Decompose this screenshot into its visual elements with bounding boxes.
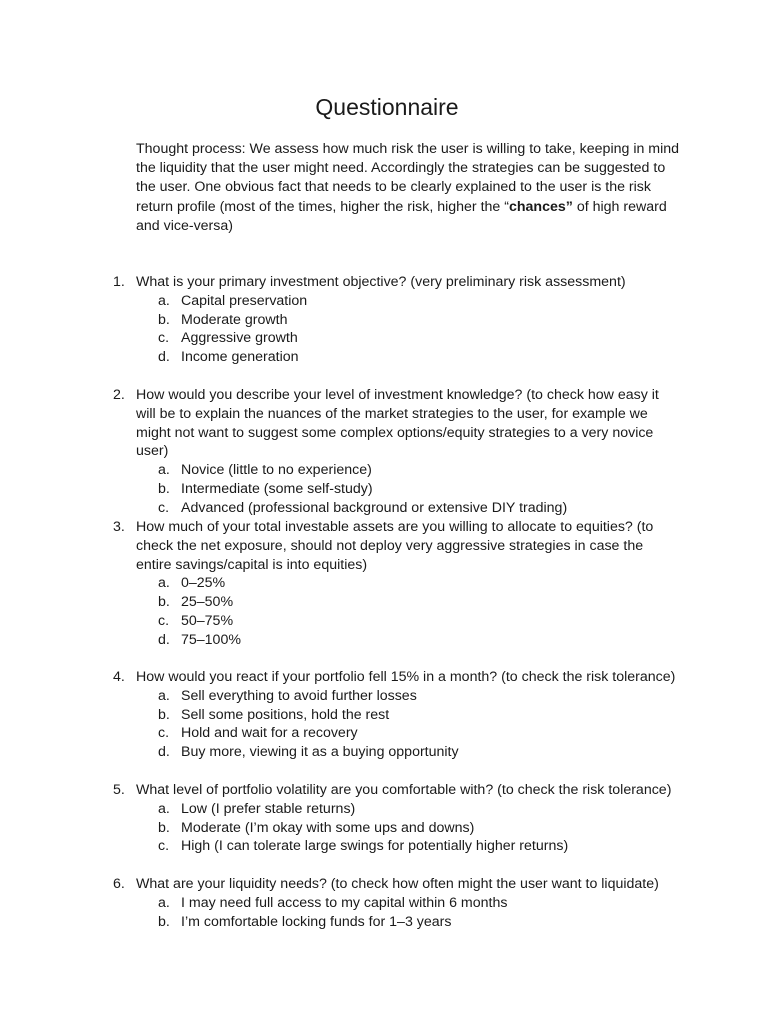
question-number: 6. [113,876,125,892]
option-letter: c. [158,330,170,347]
question-row [0,781,681,800]
option-text: Moderate growth [181,311,288,328]
option-text: Income generation [181,349,299,366]
option-text: Novice (little to no experience) [181,462,372,479]
question-text: How would you react if your portfolio fell 15% in a month? (to check the risk tolerance) [136,669,676,685]
option-letter: b. [158,480,170,497]
question-text: What is your primary investment objective? (very preliminary risk assessment) [136,274,626,290]
option-item [0,292,768,311]
option-text: 25–50% [181,594,234,611]
option-item [0,574,768,593]
option-letter: d. [158,744,170,761]
option-text: Low (I prefer stable returns) [181,800,356,817]
option-item [0,329,768,348]
option-text: Sell everything to avoid further losses [181,687,417,704]
option-text: Capital preservation [181,292,308,309]
question-row [0,668,681,687]
question-row [0,273,681,292]
option-text: I’m comfortable locking funds for 1–3 years [181,913,452,930]
option-item [0,819,768,838]
option-letter: a. [158,575,170,592]
question-2 [0,386,768,518]
question-number: 1. [113,274,125,290]
question-row [0,875,681,894]
option-item [0,800,768,819]
option-letter: b. [158,913,170,930]
option-item [0,311,768,330]
option-letter: d. [158,349,170,366]
option-item [0,687,768,706]
option-item [0,894,768,913]
option-text: Buy more, viewing it as a buying opportunity [181,744,459,761]
question-5 [0,781,768,856]
option-text: 75–100% [181,631,241,648]
option-item [0,724,768,743]
option-item [0,593,768,612]
option-letter: b. [158,594,170,611]
question-3 [0,518,768,650]
option-item [0,913,768,932]
question-number: 4. [113,669,125,685]
question-4 [0,668,768,762]
option-letter: a. [158,462,170,479]
option-item [0,612,768,631]
question-text: How much of your total investable assets are you willing to allocate to equities? (to check the net exposure, should not deploy very aggressive strategies in case the entire savings/capital is into equities) [136,519,654,573]
intro-bold-text: chances” [508,198,573,215]
option-text: Intermediate (some self-study) [181,480,373,497]
question-text: What are your liquidity needs? (to check how often might the user want to liquidate) [136,876,659,892]
option-item [0,499,768,518]
option-letter: a. [158,687,170,704]
option-letter: a. [158,894,170,911]
option-item [0,348,768,367]
option-item [0,837,768,856]
option-text: 0–25% [181,575,226,592]
option-text: Hold and wait for a recovery [181,725,358,742]
option-letter: c. [158,838,170,855]
option-letter: b. [158,311,170,328]
option-letter: a. [158,292,170,309]
option-letter: b. [158,819,170,836]
question-6 [0,875,768,931]
option-text: 50–75% [181,612,234,629]
option-text: Aggressive growth [181,330,298,347]
question-row [0,386,681,461]
question-number: 3. [113,519,125,535]
question-number: 5. [113,782,125,798]
option-text: Moderate (I’m okay with some ups and downs) [181,819,475,836]
option-letter: c. [158,612,170,629]
intro-paragraph [136,140,688,236]
question-row [0,518,681,574]
question-number: 2. [113,387,125,403]
option-text: I may need full access to my capital within 6 months [181,894,508,911]
option-item [0,461,768,480]
page-title: Questionnaire [315,94,459,120]
intro-text-end: of high reward and vice-versa) [136,198,667,234]
option-text: Sell some positions, hold the rest [181,706,390,723]
question-text: How would you describe your level of investment knowledge? (to check how easy it will be to explain the nuances of the market strategies to the user, for example we might not want to suggest some complex options/equity strategies to a very novice user) [136,387,659,460]
option-item [0,706,768,725]
option-letter: b. [158,706,170,723]
option-letter: c. [158,725,170,742]
option-letter: c. [158,499,170,516]
question-1 [0,273,768,367]
option-item [0,480,768,499]
option-letter: d. [158,631,170,648]
option-letter: a. [158,800,170,817]
option-text: Advanced (professional background or extensive DIY trading) [181,499,568,516]
option-item [0,743,768,762]
option-item [0,631,768,650]
intro-text: Thought process: We assess how much risk the user is willing to take, keeping in mind the liquidity that the user might need. Accordingly the strategies can be suggested to the user. One obvious fact that needs to be clearly explained to the user is the risk return profile (most of the times, higher the risk, higher the “ [136,141,680,215]
question-text: What level of portfolio volatility are you comfortable with? (to check the risk tolerance) [136,782,672,798]
option-text: High (I can tolerate large swings for potentially higher returns) [181,838,569,855]
